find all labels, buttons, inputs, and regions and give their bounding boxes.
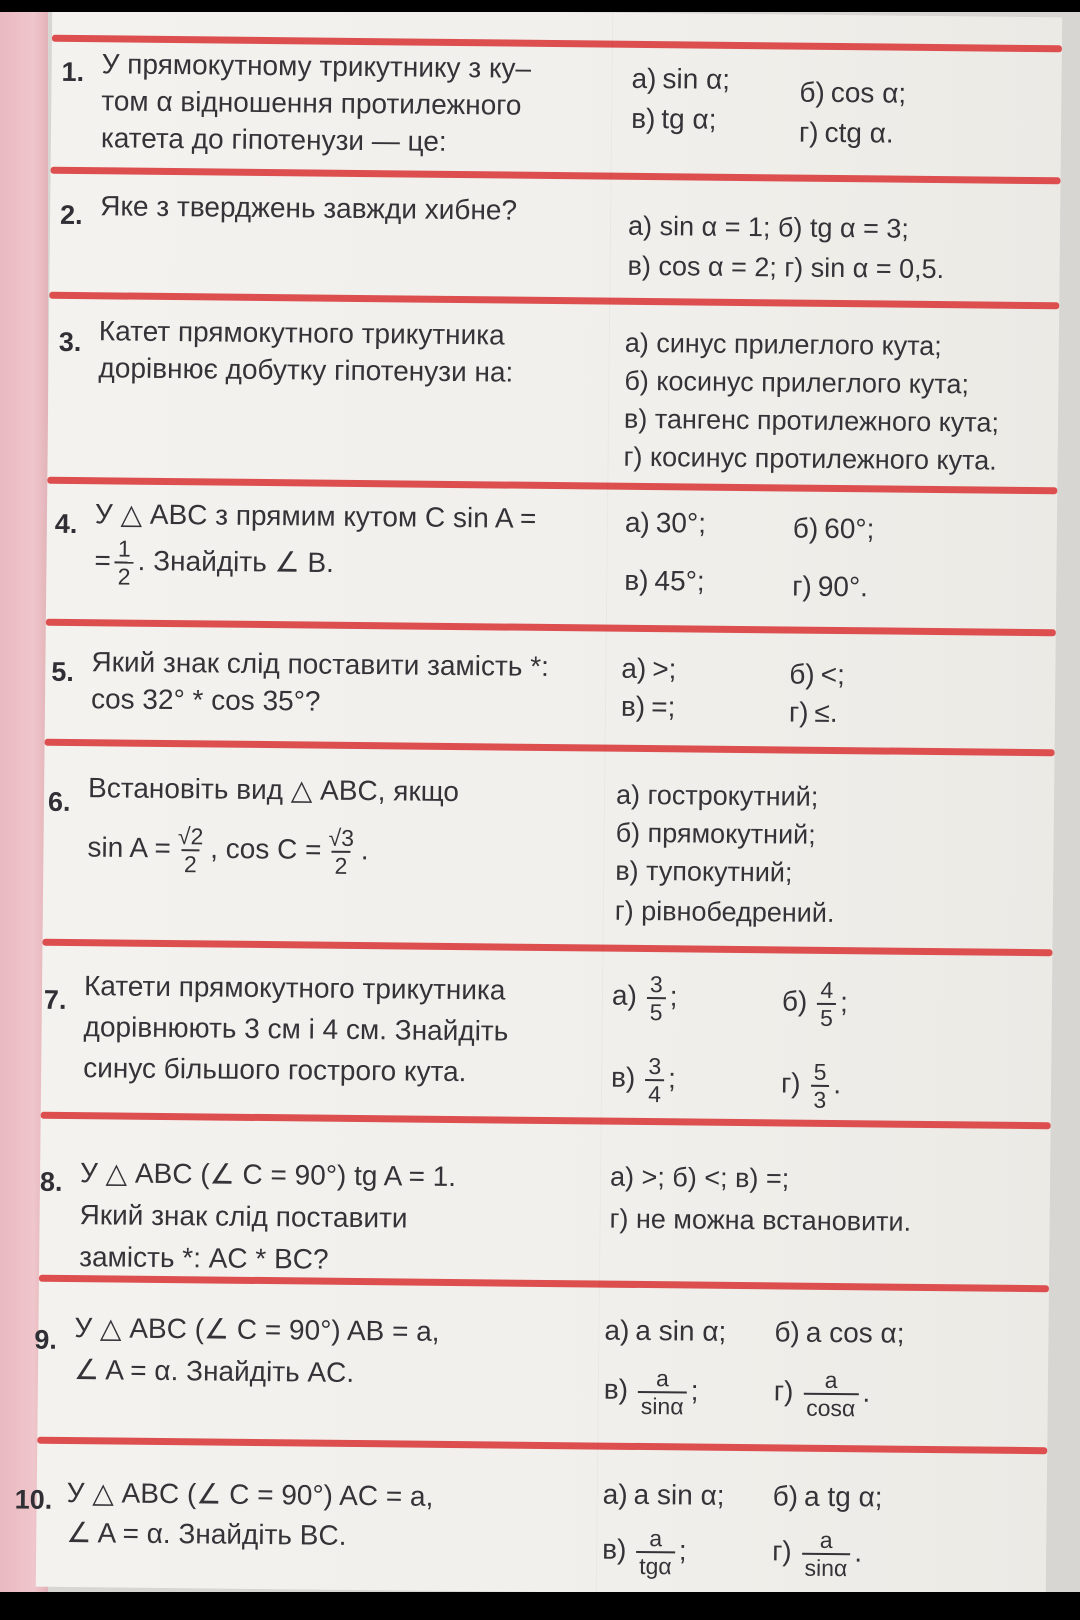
question-number: 4. [54,508,78,540]
option-value: 90°. [817,570,869,603]
option-label: б) [781,985,808,1018]
option-label: а) [604,1314,630,1346]
answer-option[interactable] [773,1478,883,1515]
option-value: cos α; [830,76,907,109]
divider-line [51,167,1061,185]
option-label: б) [789,658,815,690]
fraction: $\frac{a}{\text{tgα}}$ [636,1525,675,1579]
option-value: >; [652,653,677,685]
fraction: $\frac{√3}{2}$ [328,824,355,879]
fraction: $\frac{1}{2}$ [115,535,134,589]
question-text: У △ ABC (∠ C = 90°) tg A = 1. Який знак слід поставити замість *: AC * BC? [79,1157,457,1275]
option-label: в) [631,102,656,135]
divider-line [42,939,1052,957]
option-value: a cos α; [805,1316,905,1349]
question-text-line2: = $\frac{1}{2}$ . Знайдіть ∠ B. [94,535,335,590]
option-label: г) [780,1067,801,1100]
answer-option[interactable]: а) синус прилеглого кута; [624,327,942,362]
question-number: 6. [47,786,71,817]
question-text: У △ ABC (∠ C = 90°) AB = a, ∠ A = α. Знайдіть AC. [73,1312,440,1388]
answer-option[interactable] [793,511,875,548]
answer-option[interactable]: г) $\frac{5}{3}$ . [780,1058,842,1113]
question-number: 3. [58,326,82,358]
divider-line [41,1112,1051,1130]
option-label: а) [611,980,638,1012]
fraction: $\frac{4}{5}$ [817,977,836,1031]
option-label: а) [621,652,647,685]
answer-option[interactable] [631,101,717,138]
option-label: б) [774,1316,800,1348]
answer-option[interactable] [604,1313,726,1350]
question-text: У △ ABC (∠ C = 90°) AC = a, ∠ A = α. Знайдіть BC. [66,1476,434,1551]
answer-option[interactable] [603,1477,725,1514]
question-number: 5. [51,656,75,688]
question-text: Встановіть вид △ ABC, якщо [87,772,460,808]
option-value: 60°; [824,512,875,545]
question-text: Катети прямокутного трикутника дорівнюють 3 см і 4 см. Знайдіть синус більшого гострого кута. [83,970,509,1088]
option-label: б) [799,76,825,108]
option-label: а) [631,62,657,95]
answer-options-line[interactable]: а) sin α = 1; б) tg α = 3; [627,210,909,244]
option-label: г) [792,570,812,602]
option-label: а) [602,1478,628,1510]
answer-option[interactable] [625,505,706,542]
question-text: Катет прямокутного трикутника дорівнює добутку гіпотенузи на: [98,315,514,388]
answer-option[interactable]: в) тангенс протилежного кута; [623,403,1000,438]
option-label: в) [603,1373,629,1406]
question-number: 1. [61,56,85,88]
answer-option[interactable]: г) косинус протилежного кута. [623,441,997,476]
option-label: б) [772,1480,799,1512]
answer-option[interactable] [792,569,868,606]
divider-line [39,1275,1049,1293]
question-number: 2. [59,199,83,231]
divider-line [37,1437,1047,1455]
question-text: У △ ABC з прямим кутом C sin A = [94,498,537,534]
fraction: $\frac{a}{\cos\alpha}$ [803,1367,859,1422]
option-value: a tg α; [803,1480,883,1513]
option-label: г) [798,116,819,148]
question-text-line2: sin A = $\frac{√2}{2}$ , cos C = $\frac{√3}{2}$ . [87,823,369,879]
answer-options-line[interactable]: а) >; б) <; в) =; [609,1161,790,1194]
option-label: в) [610,1062,636,1094]
answer-option[interactable]: в) $\frac{a}{\sin\alpha}$ ; [603,1365,699,1420]
answer-option[interactable]: г) $\frac{a}{\cos\alpha}$ . [773,1366,871,1422]
divider-line [46,619,1056,637]
fraction: $\frac{√2}{2}$ [177,823,204,878]
answer-option[interactable] [789,657,845,694]
question-number: 10. [14,1484,53,1515]
answer-option[interactable]: г) не можна встановити. [609,1203,912,1237]
fraction: $\frac{a}{\sin\alpha}$ [638,1365,687,1420]
option-label: г) [788,696,809,728]
answer-option[interactable]: в) $\frac{a}{\text{tgα}}$ ; [602,1525,687,1580]
divider-line [45,739,1055,757]
question-number: 8. [39,1166,63,1197]
option-value: a sin α; [635,1314,727,1347]
option-label: б) [792,512,819,544]
answer-option[interactable] [774,1314,904,1351]
answer-option[interactable] [621,689,676,726]
answer-option[interactable] [789,695,838,732]
question-text: Який знак слід поставити замість *: cos 32° * cos 35°? [90,646,550,717]
question-text: Яке з тверджень завжди хибне? [100,190,518,226]
option-value: 30°; [655,507,707,539]
answer-option[interactable] [631,61,730,98]
fraction: $\frac{5}{3}$ [810,1059,829,1113]
option-value: ≤. [814,696,838,729]
question-number: 9. [34,1324,58,1355]
answer-option[interactable]: б) прямокутний; [615,817,816,850]
answer-option[interactable]: а) $\frac{3}{5}$ ; [611,971,678,1026]
answer-option[interactable] [621,651,676,688]
question-number: 7. [43,984,67,1015]
answer-option[interactable] [799,75,906,112]
question-text: У прямокутному трикутнику з ку– том α відношення протилежного катета до гіпотенузи — це: [100,48,532,157]
divider-line [49,292,1059,310]
photo-of-textbook-page [0,12,1080,1592]
answer-option[interactable]: б) косинус прилеглого кута; [624,365,970,400]
option-value: a sin α; [633,1478,725,1511]
option-value: 45°; [654,565,705,597]
option-value: ctg α. [824,116,894,149]
answer-option[interactable]: г) рівнобедрений. [614,895,835,928]
option-value: =; [651,691,676,723]
fraction: $\frac{3}{4}$ [645,1053,664,1107]
answer-option[interactable] [799,115,894,152]
option-label: в) [620,690,646,723]
option-value: tg α; [661,103,717,135]
answer-option[interactable]: в) тупокутний; [615,855,793,888]
fraction: $\frac{a}{\sin\alpha}$ [801,1527,850,1582]
option-label: а) [624,506,651,539]
answer-option[interactable] [624,563,705,600]
option-label: г) [773,1375,794,1407]
answer-options-line[interactable]: в) cos α = 2; г) sin α = 0,5. [627,250,945,285]
option-value: <; [820,658,846,691]
option-label: в) [602,1533,627,1566]
answer-option[interactable]: б) $\frac{4}{5}$ ; [781,976,849,1031]
fraction: $\frac{3}{5}$ [647,971,666,1025]
option-value: sin α; [662,63,731,95]
answer-option[interactable]: г) $\frac{a}{\sin\alpha}$ . [772,1526,863,1582]
option-label: в) [624,564,649,597]
test-page [14,12,1062,1592]
option-label: г) [772,1535,792,1567]
answer-option[interactable]: а) гострокутний; [615,779,819,812]
divider-line [47,477,1057,495]
answer-option[interactable]: в) $\frac{3}{4}$ ; [610,1053,677,1108]
